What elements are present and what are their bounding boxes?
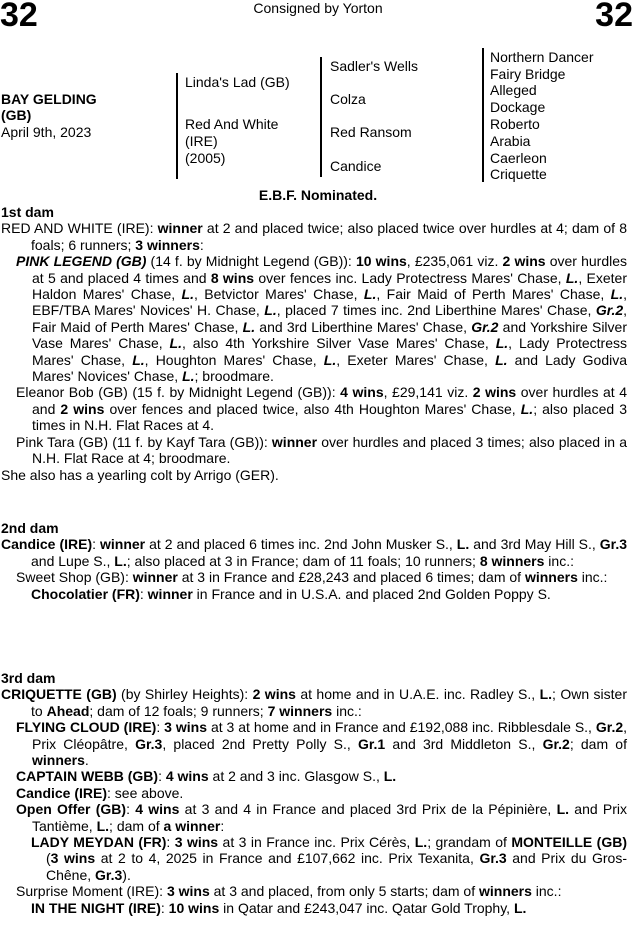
third-dam-section [1, 670, 627, 916]
pedigree-gen4-8: Criquette [490, 166, 547, 182]
pedigree-gen3-3: Red Ransom [330, 124, 412, 140]
pedigree-sire: Linda's Lad (GB) [185, 74, 290, 90]
pedigree-paragraph: Candice (IRE): see above. [16, 784, 184, 801]
pedigree-line-2 [320, 57, 322, 177]
pedigree-gen4-3: Alleged [490, 82, 537, 98]
pedigree-gen4-7: Caerleon [490, 150, 547, 166]
pedigree-gen3-1: Sadler's Wells [330, 58, 418, 74]
pedigree-paragraph: CRIQUETTE (GB) (by Shirley Heights): 2 wins at home and in U.A.E. inc. Radley S., L.; Own sister to Ahead; dam of 12 foals; 9 runners; 7 winners inc.: [1, 686, 628, 719]
pedigree-gen4-6: Arabia [490, 133, 531, 149]
horse-description: BAY GELDING [1, 91, 97, 107]
pedigree-paragraph: Chocolatier (FR): winner in France and in U.S.A. and placed 2nd Golden Poppy S. [31, 585, 551, 602]
pedigree-paragraph: LADY MEYDAN (FR): 3 wins at 3 in France inc. Prix Cérès, L.; grandam of MONTEILLE (GB) (3 wins at 2 to 4, 2025 in France and £107,662 inc. Prix Texanita, Gr.3 and Prix du Gros-Chêne, Gr.3). [31, 834, 628, 883]
first-dam-body [1, 220, 627, 483]
first-dam-heading: 1st dam [1, 204, 54, 220]
pedigree-paragraph: Candice (IRE): winner at 2 and placed 6 times inc. 2nd John Musker S., L. and 3rd May Hill S., Gr.3 and Lupe S., L.; also placed at 3 in France; dam of 11 foals; 10 runners; 8 winners inc.: [1, 536, 628, 569]
pedigree-line-3 [482, 48, 484, 182]
horse-foaled: April 9th, 2023 [1, 124, 92, 140]
lot-number-right: 32 [595, 0, 633, 34]
pedigree-gen4-2: Fairy Bridge [490, 66, 566, 82]
consignor: Consigned by Yorton [253, 0, 383, 16]
horse-country: (GB) [1, 107, 32, 123]
pedigree-paragraph: IN THE NIGHT (IRE): 10 wins in Qatar and £243,047 inc. Qatar Gold Trophy, L. [31, 899, 527, 916]
pedigree-paragraph: Surprise Moment (IRE): 3 wins at 3 and placed, from only 5 starts; dam of winners inc.: [16, 883, 562, 900]
ebf-nominated: E.B.F. Nominated. [258, 187, 378, 203]
lot-number-left: 32 [0, 0, 38, 34]
pedigree-paragraph: FLYING CLOUD (IRE): 3 wins at 3 at home and in France and £192,088 inc. Ribblesdale S., Gr.2, Prix Cléopâtre, Gr.3, placed 2nd Pretty Polly S., Gr.1 and 3rd Middleton S., Gr.2; dam of winners. [16, 719, 628, 769]
pedigree-gen3-4: Candice [330, 158, 382, 174]
second-dam-heading: 2nd dam [1, 520, 59, 536]
pedigree-gen3-2: Colza [330, 91, 366, 107]
first-dam-section [1, 204, 627, 483]
pedigree-paragraph: PINK LEGEND (GB) (14 f. by Midnight Legend (GB)): 10 wins, £235,061 viz. 2 wins over hurdles at 5 and placed 4 times and 8 wins over fences inc. Lady Protectress Mares' Chase, L., Exeter Haldon Mares' Chase, L., Betvictor Mares' Chase, L., Fair Maid of Perth Mares' Chase, L., EBF/TBA Mares' Novices' H. Chase, L., placed 7 times inc. 2nd Liberthine Mares' Chase, Gr.2, Fair Maid of Perth Mares' Chase, L. and 3rd Liberthine Mares' Chase, Gr.2 and Yorkshire Silver Vase Mares' Chase, L., also 4th Yorkshire Silver Vase Mares' Chase, L., Lady Protectress Mares' Chase, L., Houghton Mares' Chase, L., Exeter Mares' Chase, L. and Lady Godiva Mares' Novices' Chase, L.; broodmare. [16, 253, 628, 385]
pedigree-paragraph: CAPTAIN WEBB (GB): 4 wins at 2 and 3 inc. Glasgow S., L. [16, 768, 397, 785]
third-dam-body [1, 686, 627, 916]
pedigree-dam-year: (2005) [185, 150, 226, 166]
pedigree-dam-name: Red And White [185, 116, 279, 132]
pedigree-line-1 [176, 73, 178, 179]
pedigree-gen4-1: Northern Dancer [490, 49, 594, 65]
pedigree-paragraph: RED AND WHITE (IRE): winner at 2 and placed twice; also placed twice over hurdles at 4; dam of 8 foals; 6 runners; 3 winners: [1, 220, 627, 253]
second-dam-body [1, 536, 627, 602]
pedigree-paragraph: She also has a yearling colt by Arrigo (GER). [1, 466, 279, 483]
pedigree-paragraph: Sweet Shop (GB): winner at 3 in France and £28,243 and placed 6 times; dam of winners inc.: [16, 569, 608, 586]
pedigree-gen4-5: Roberto [490, 116, 540, 132]
pedigree-paragraph: Pink Tara (GB) (11 f. by Kayf Tara (GB)): winner over hurdles and placed 3 times; also placed in a N.H. Flat Race at 4; broodmare. [16, 433, 627, 467]
pedigree-dam-country: (IRE) [185, 133, 218, 149]
pedigree-paragraph: Open Offer (GB): 4 wins at 3 and 4 in France and placed 3rd Prix de la Pépinière, L. and Prix Tantième, L.; dam of a winner: [16, 801, 628, 834]
pedigree-paragraph: Eleanor Bob (GB) (15 f. by Midnight Legend (GB)): 4 wins, £29,141 viz. 2 wins over hurdles at 4 and 2 wins over fences and placed twice, also 4th Houghton Mares' Chase, L.; also placed 3 times in N.H. Flat Races at 4. [16, 384, 628, 434]
pedigree-gen4-4: Dockage [490, 99, 546, 115]
second-dam-section [1, 520, 627, 602]
third-dam-heading: 3rd dam [1, 670, 56, 686]
